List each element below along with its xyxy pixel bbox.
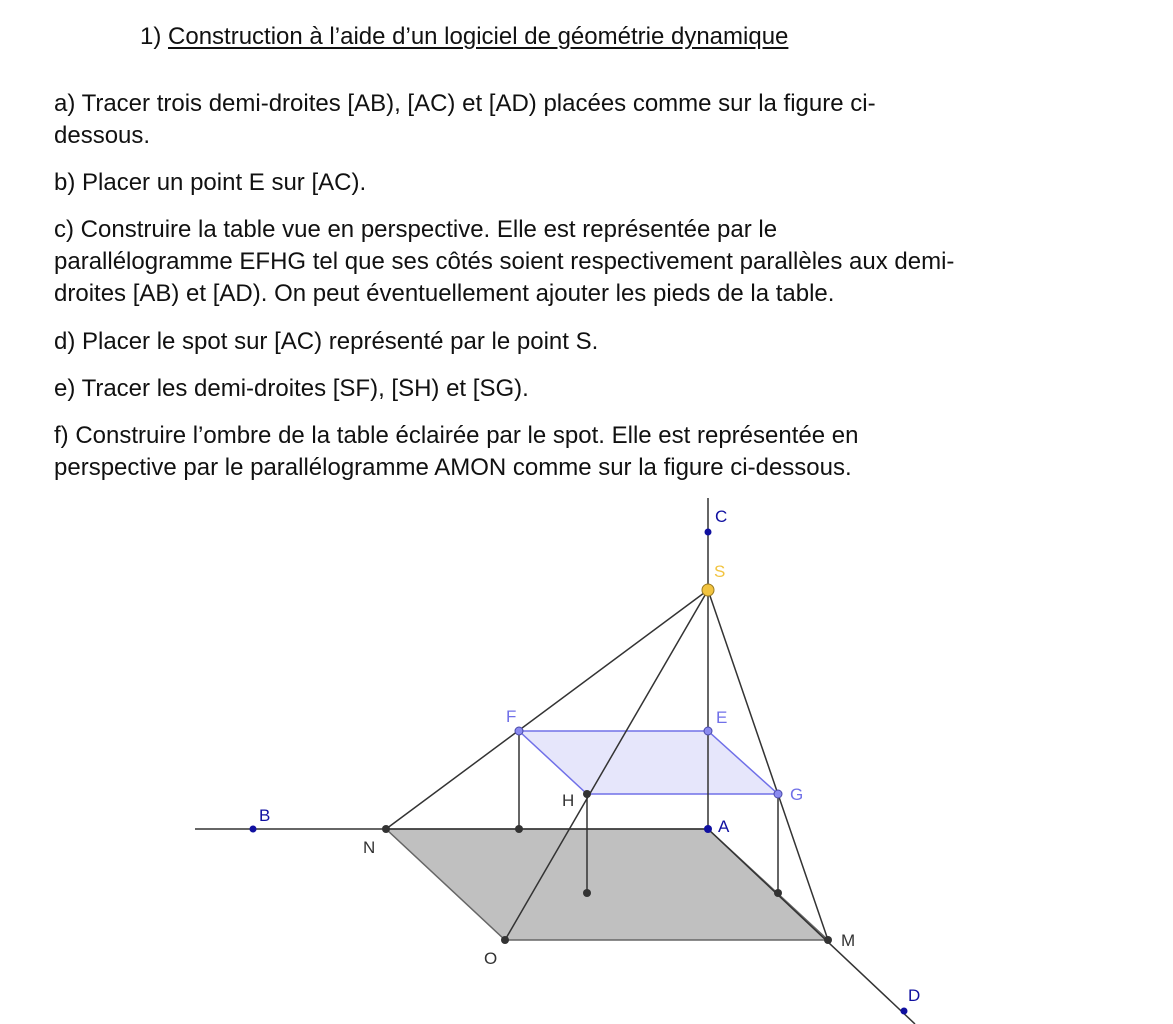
label-O: O (484, 949, 498, 968)
point-N (382, 825, 390, 833)
point-C (705, 529, 712, 536)
instruction-d: d) Placer le spot sur [AC) représenté par le point S. (54, 328, 599, 355)
instruction-c-line2: parallélogramme EFHG tel que ses côtés soient respectivement parallèles aux demi- (54, 248, 955, 275)
foot-H (583, 889, 591, 897)
instruction-b: b) Placer un point E sur [AC). (54, 169, 367, 196)
instruction-c-line3: droites [AB) et [AD). On peut éventuellement ajouter les pieds de la table. (54, 280, 835, 307)
instruction-a-line1: a) Tracer trois demi-droites [AB), [AC) et [AD) placées comme sur la figure ci- (54, 90, 876, 117)
label-A: A (718, 817, 730, 836)
point-H (583, 790, 591, 798)
point-G (774, 790, 782, 798)
label-S: S (714, 562, 726, 581)
label-N: N (363, 838, 376, 857)
section-number: 1) (140, 23, 169, 50)
label-B: B (259, 806, 271, 825)
table-parallelogram-EFHG (519, 731, 778, 794)
label-E: E (716, 708, 728, 727)
label-G: G (790, 785, 804, 804)
section-title-text: Construction à l’aide d’un logiciel de géométrie dynamique (168, 23, 789, 50)
foot-G (774, 889, 782, 897)
label-D: D (908, 986, 921, 1005)
point-D (901, 1008, 908, 1015)
point-S-spot (702, 584, 714, 596)
point-E (704, 727, 712, 735)
shadow-parallelogram-AMON (386, 829, 828, 940)
label-M: M (841, 931, 856, 950)
point-B (250, 826, 257, 833)
point-M (824, 936, 832, 944)
point-O (501, 936, 509, 944)
label-H: H (562, 791, 575, 810)
label-C: C (715, 507, 728, 526)
instruction-c-line1: c) Construire la table vue en perspective. Elle est représentée par le (54, 216, 778, 243)
foot-F (515, 825, 523, 833)
instruction-f-line2: perspective par le parallélogramme AMON comme sur la figure ci-dessous. (54, 454, 852, 481)
instruction-f-line1: f) Construire l’ombre de la table éclairée par le spot. Elle est représentée en (54, 422, 859, 449)
point-A (704, 825, 712, 833)
instruction-a-line2: dessous. (54, 122, 151, 149)
label-F: F (506, 707, 517, 726)
point-F (515, 727, 523, 735)
instruction-e: e) Tracer les demi-droites [SF), [SH) et [SG). (54, 375, 529, 402)
